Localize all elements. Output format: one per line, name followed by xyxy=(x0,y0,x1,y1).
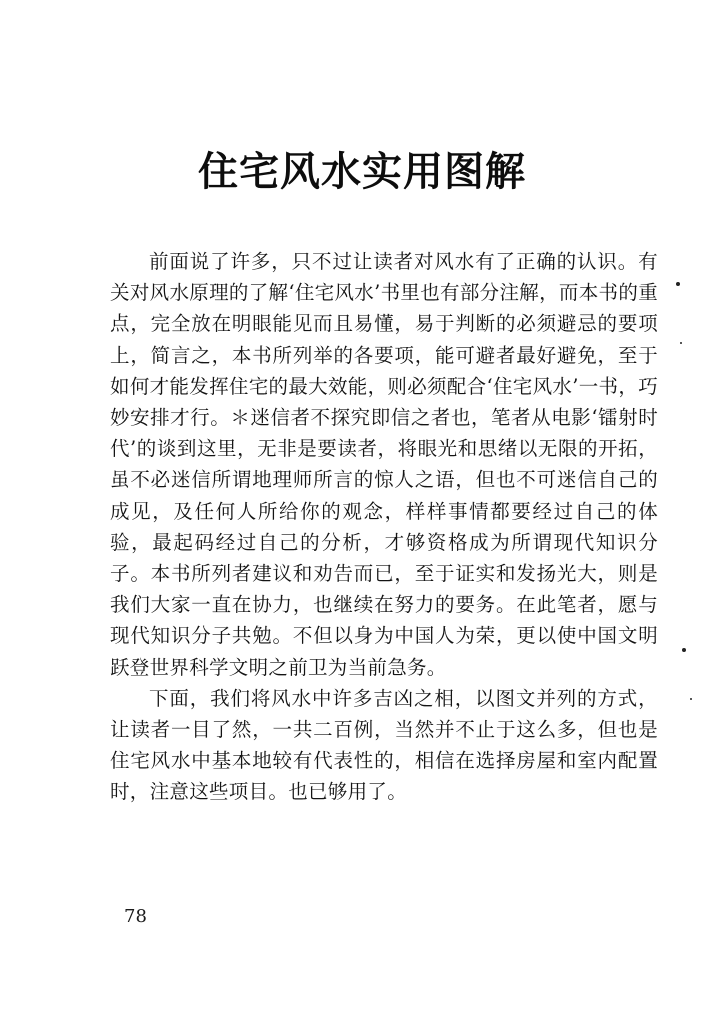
scan-speck xyxy=(682,648,686,652)
scan-speck xyxy=(676,282,680,286)
scan-speck xyxy=(690,698,692,700)
scan-speck xyxy=(680,342,682,344)
body-text xyxy=(110,246,658,808)
paragraph-1: 前面说了许多，只不过让读者对风水有了正确的认识。有关对风水原理的了解‘住宅风水’书里也有部分注解，而本书的重点，完全放在明眼能见而且易懂，易于判断的必须避忌的要项上，简言之，本书所列举的各要项，能可避者最好避免，至于如何才能发挥住宅的最大效能，则必须配合‘住宅风水’一书，巧妙安排才行。＊迷信者不探究即信之者也，笔者从电影‘镭射时代’的谈到这里，无非是要读者，将眼光和思绪以无限的开拓，虽不必迷信所谓地理师所言的惊人之语，但也不可迷信自己的成见，及任何人所给你的观念，样样事情都要经过自己的体验，最起码经过自己的分析，才够资格成为所谓现代知识分子。本书所列者建议和劝告而已，至于证实和发扬光大，则是我们大家一直在协力，也继续在努力的要务。在此笔者，愿与现代知识分子共勉。不但以身为中国人为荣，更以使中国文明跃登世界科学文明之前卫为当前急务。 xyxy=(110,250,658,679)
paragraph-2: 下面，我们将风水中许多吉凶之相，以图文并列的方式，让读者一目了然，一共二百例，当然并不止于这么多，但也是住宅风水中基本地较有代表性的，相信在选择房屋和室内配置时，注意这些项目。也已够用了。 xyxy=(110,686,658,804)
page-title: 住宅风水实用图解 xyxy=(198,149,526,195)
page-number: 78 xyxy=(124,906,147,927)
